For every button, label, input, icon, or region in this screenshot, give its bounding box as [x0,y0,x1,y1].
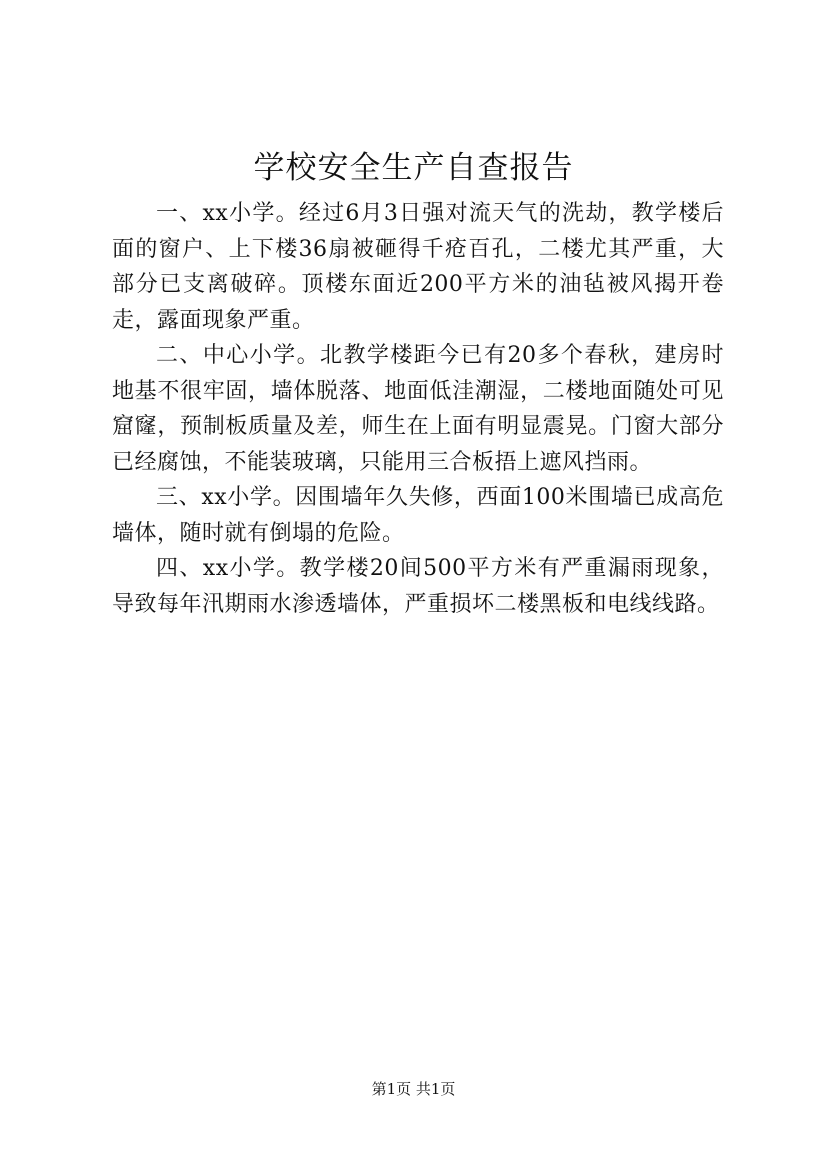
document-body [112,196,724,622]
page-number-footer: 第1页 共1页 [371,1080,456,1098]
document-title: 学校安全生产自查报告 [253,150,574,186]
paragraph-1: 一、xx小学。经过6月3日强对流天气的洗劫，教学楼后面的窗户、上下楼36扇被砸得千疮百孔，二楼尤其严重，大部分已支离破碎。顶楼东面近200平方米的油毡被风揭开卷走，露面现象严重。 [112,201,724,333]
paragraph-3: 三、xx小学。因围墙年久失修，西面100米围墙已成高危墙体，随时就有倒塌的危险。 [112,485,724,546]
paragraph-4: 四、xx小学。教学楼20间500平方米有严重漏雨现象，导致每年汛期雨水渗透墙体，严重损坏二楼黑板和电线线路。 [112,556,724,617]
paragraph-2: 二、中心小学。北教学楼距今已有20多个春秋，建房时地基不很牢固，墙体脱落、地面低洼潮湿，二楼地面随处可见窟窿，预制板质量及差，师生在上面有明显震晃。门窗大部分已经腐蚀，不能装玻璃，只能用三合板捂上遮风挡雨。 [112,343,724,475]
